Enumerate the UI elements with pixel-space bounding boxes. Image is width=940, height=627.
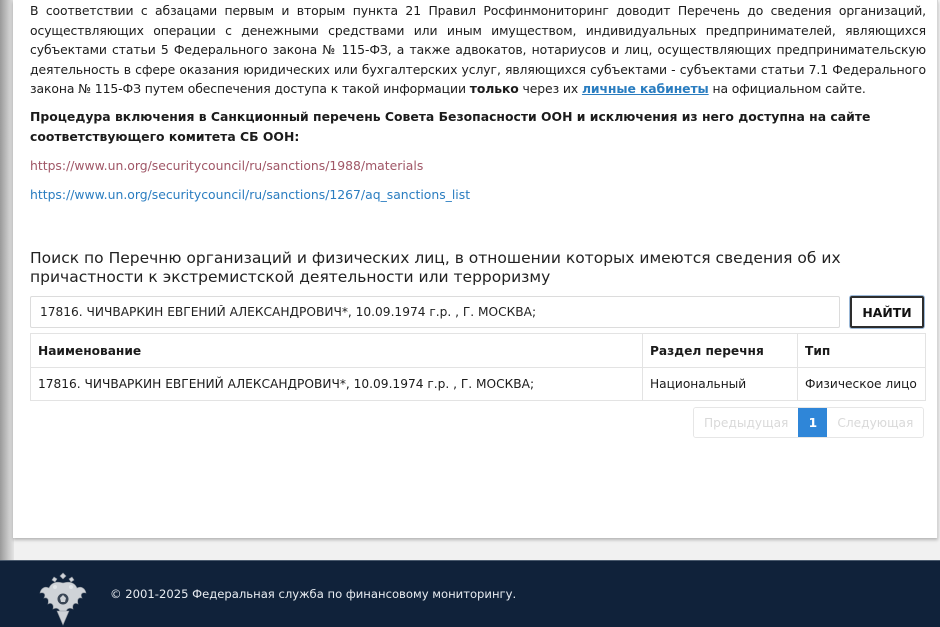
intro-text-before-link: через их [518,81,582,97]
page-edge-shadow [0,0,14,560]
copyright-text: © 2001-2025 Федеральная служба по финансовому мониторингу. [110,587,517,601]
cell-section: Национальный [643,368,798,401]
main-content [30,0,926,430]
search-section-title: Поиск по Перечню организаций и физических лиц, в отношении которых имеются сведения об их причастности к экстремистской деятельности или терроризму [30,249,841,286]
search-bar [30,296,926,328]
intro-paragraph [30,0,926,99]
column-header-section: Раздел перечня [643,334,798,368]
un-sanctions-1988-link[interactable]: https://www.un.org/securitycouncil/ru/sanctions/1988/materials [30,157,424,173]
search-input[interactable] [30,296,840,328]
intro-text-after-link: на официальном сайте. [708,81,866,97]
previous-page-button[interactable]: Предыдущая [694,408,798,437]
un-link-row-2 [30,185,926,205]
table-row [31,368,926,401]
intro-text: В соответствии с абзацами первым и вторым пункта 21 Правил Росфинмониторинг доводит Перечень до сведения организаций, осуществляющих операции с денежными средствами или иным имуществом, индивидуальных предпринимателей, являющихся субъектами статьи 5 Федерального закона № 115-ФЗ, а также адвокатов, нотариусов и лиц, осуществляющих предпринимательскую деятельность в сфере оказания юридических или бухгалтерских услуг, являющихся субъектами - субъектами статьи 7.1 Федерального закона № 115-ФЗ путем обеспечения доступа к такой информации [30,3,926,97]
double-headed-eagle-emblem-icon [36,569,90,627]
pagination [693,407,924,438]
un-link-row-1 [30,156,926,176]
results-table [30,333,926,401]
footer [0,560,940,627]
page-1-button[interactable]: 1 [798,408,827,437]
column-header-name: Наименование [31,334,643,368]
intro-bold-word: только [469,81,519,97]
table-header-row [31,334,926,368]
next-page-button[interactable]: Следующая [827,408,923,437]
personal-cabinets-link[interactable]: личные кабинеты [581,81,709,97]
search-button[interactable]: НАЙТИ [850,296,924,328]
column-header-type: Тип [798,334,926,368]
cell-name: 17816. ЧИЧВАРКИН ЕВГЕНИЙ АЛЕКСАНДРОВИЧ*, 10.09.1974 г.р. , Г. МОСКВА; [31,368,643,401]
cell-type: Физическое лицо [798,368,926,401]
un-sanctions-1267-link[interactable]: https://www.un.org/securitycouncil/ru/sanctions/1267/aq_sanctions_list [30,186,471,202]
content-panel [13,0,938,538]
procedure-heading: Процедура включения в Санкционный перечень Совета Безопасности ООН и исключения из него доступна на сайте соответствующего комитета СБ ООН: [30,108,871,144]
